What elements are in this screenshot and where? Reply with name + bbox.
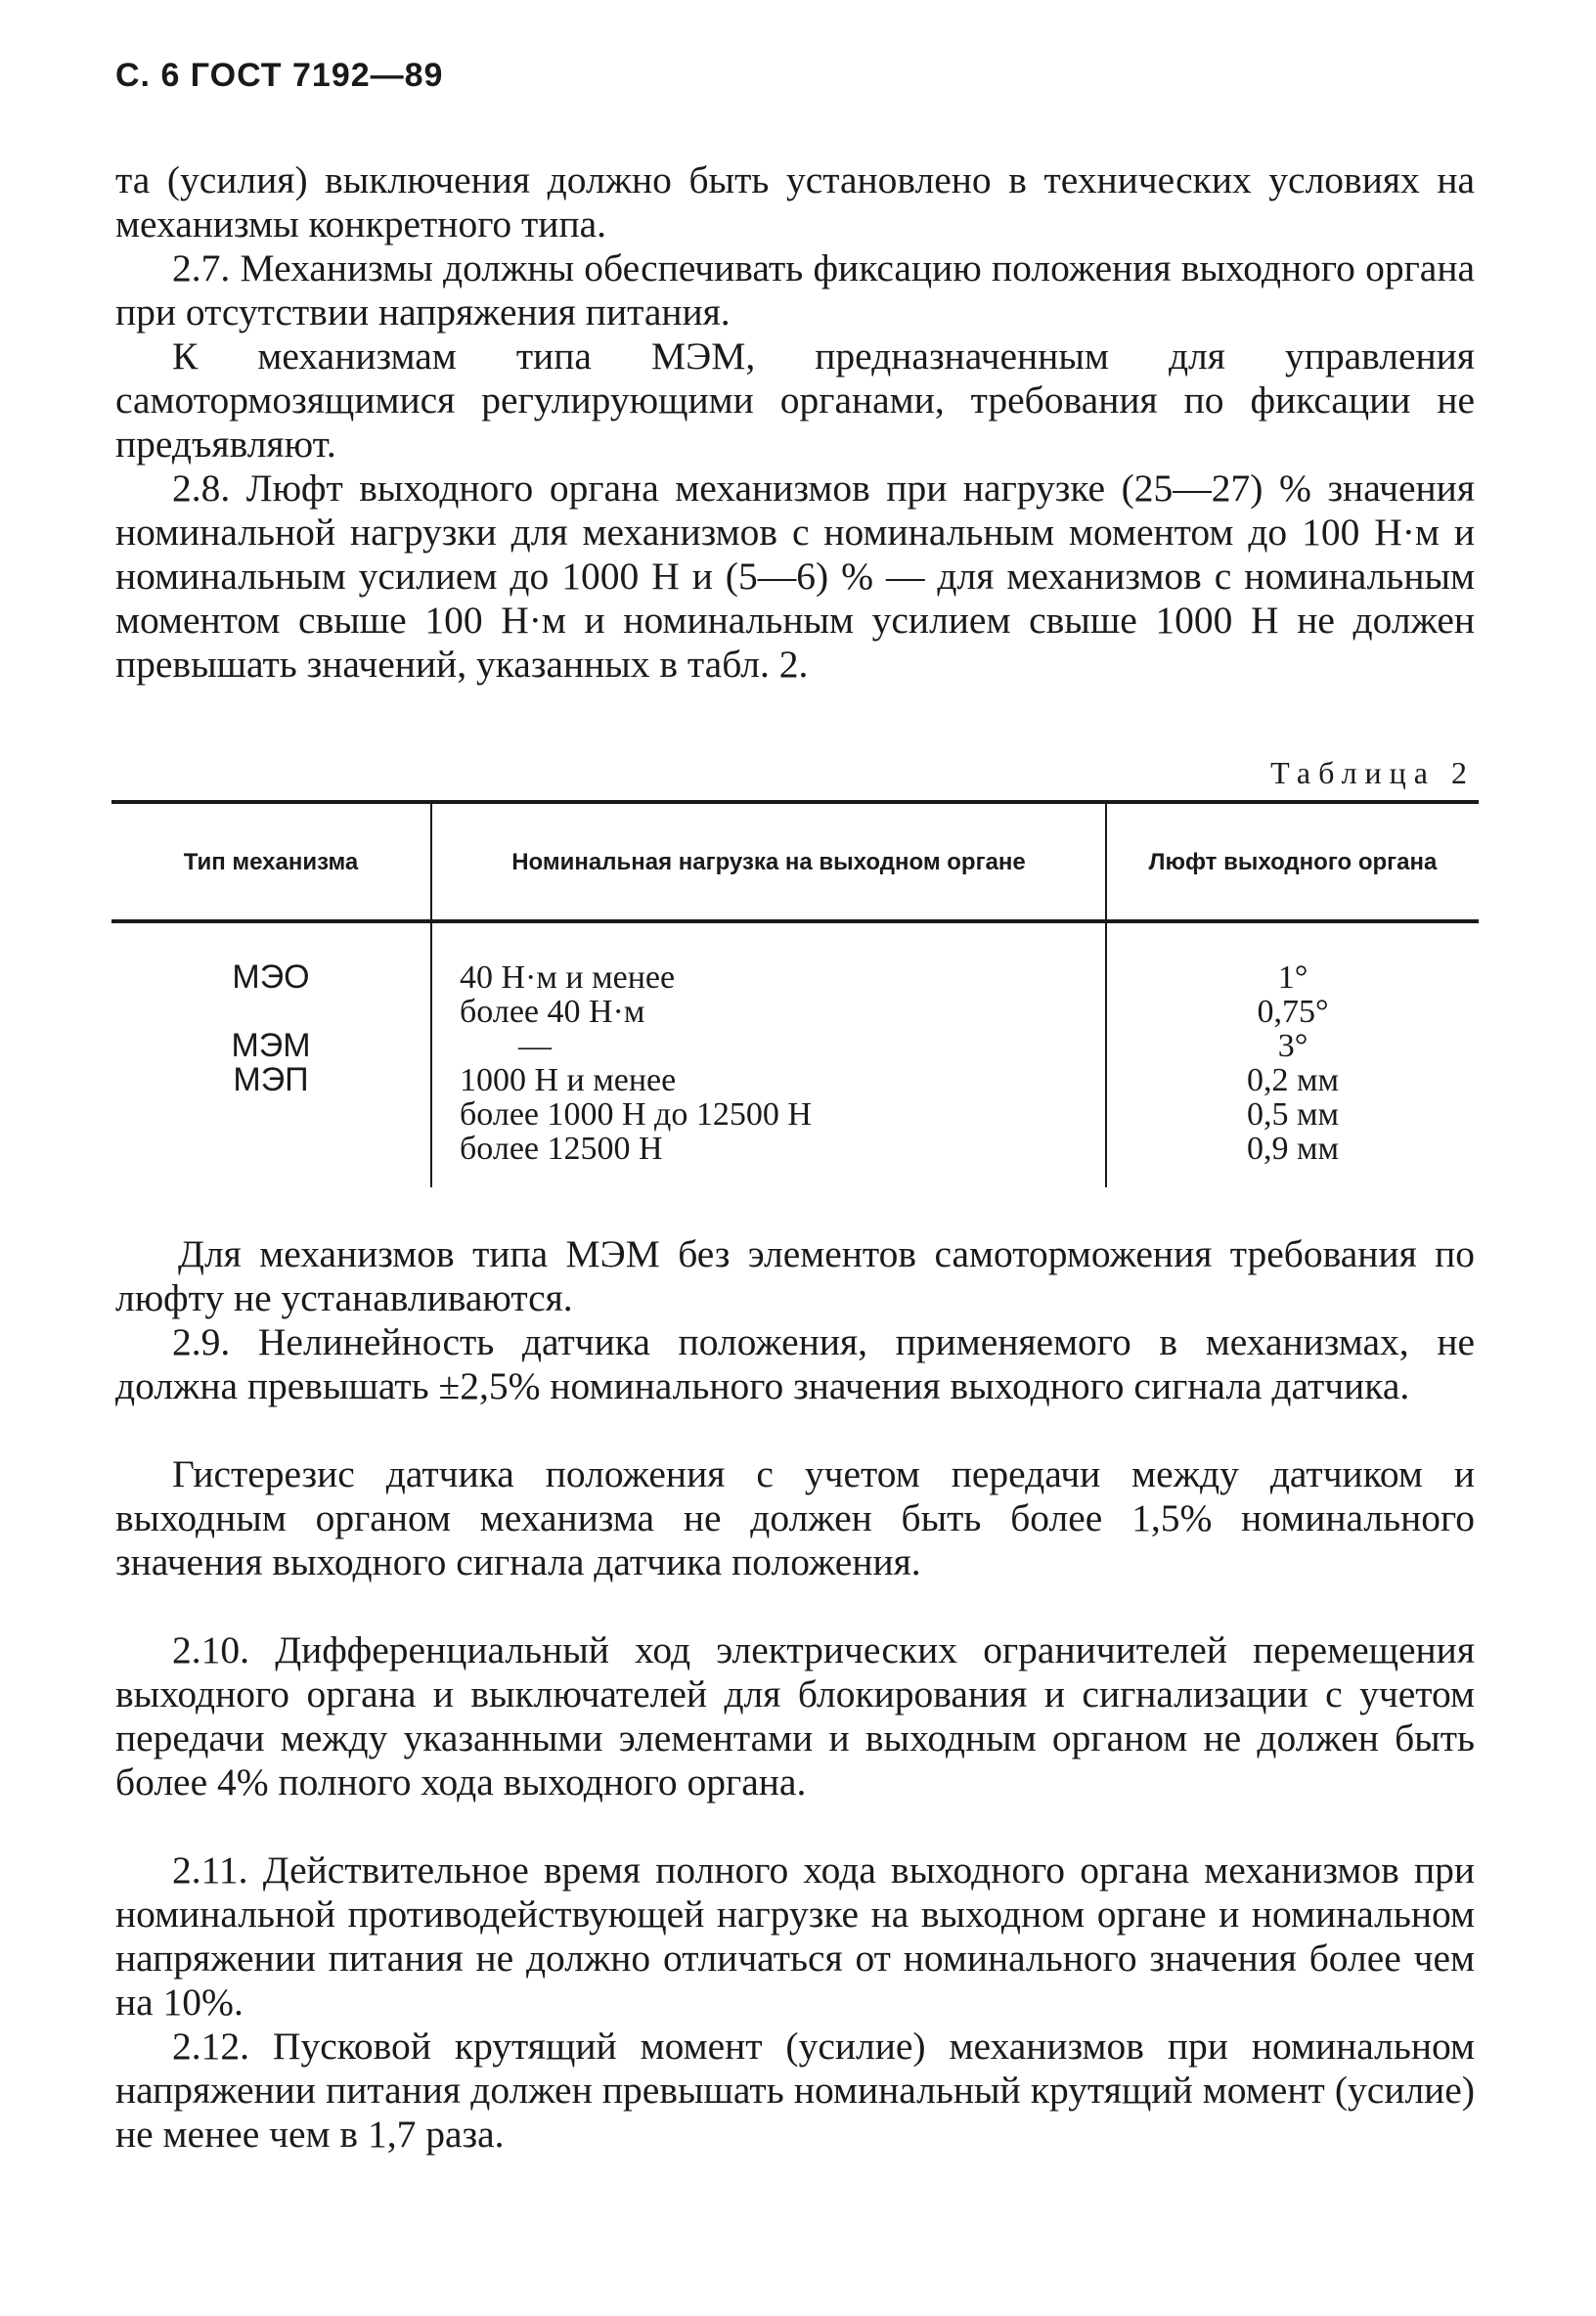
- paragraph-2-11: 2.11. Действительное время полного хода выходного органа механизмов при номинальной противодействующей нагрузке на выходном органе и номинальном напряжении питания не должно отличаться от номинального значения более чем на 10%.: [115, 1848, 1475, 2024]
- header-mechanism-type: Тип механизма: [183, 848, 359, 875]
- table-cell: 0,2 мм: [1246, 1062, 1340, 1098]
- column-backlash: [1105, 923, 1479, 1187]
- table-cell: 1°: [1277, 959, 1308, 996]
- table-cell: 1000 Н и менее: [460, 1062, 677, 1098]
- table-cell: [111, 1132, 430, 1166]
- table-header-row: [111, 804, 1479, 919]
- paragraph-2-9: 2.9. Нелинейность датчика положения, применяемого в механизмах, не должна превышать ±2,5% номинального значения выходного сигнала датчика.: [115, 1320, 1475, 1407]
- column-mechanism-type: [111, 923, 430, 1187]
- table-cell: 0,75°: [1257, 994, 1329, 1030]
- page-header: С. 6 ГОСТ 7192—89: [115, 57, 444, 94]
- paragraph-continuation: та (усилия) выключения должно быть установлено в технических условиях на механизмы конкретного типа.: [115, 158, 1475, 245]
- table-cell: более 1000 Н до 12500 Н: [460, 1096, 812, 1133]
- table-caption: Таблица 2: [1270, 755, 1475, 790]
- table-2: [111, 800, 1479, 1187]
- header-nominal-load: Номинальная нагрузка на выходном органе: [430, 804, 1105, 919]
- paragraph-2-7: 2.7. Механизмы должны обеспечивать фиксацию положения выходного органа при отсутствии напряжения питания.: [115, 246, 1475, 334]
- table-body: [111, 923, 1479, 1187]
- paragraph-mem-fixation: К механизмам типа МЭМ, предназначенным для управления самотормозящимися регулирующими органами, требования по фиксации не предъявляют.: [115, 334, 1475, 466]
- table-cell: более 40 Н·м: [460, 994, 645, 1030]
- table-cell: 0,5 мм: [1246, 1096, 1340, 1133]
- table-cell: —: [518, 1028, 552, 1064]
- table-cell: 40 Н·м и менее: [460, 959, 676, 996]
- paragraph-hysteresis: Гистерезис датчика положения с учетом передачи между датчиком и выходным органом механизма не должен быть более 1,5% номинального значения выходного сигнала датчика положения.: [115, 1452, 1475, 1583]
- paragraph-2-8: 2.8. Люфт выходного органа механизмов при нагрузке (25—27) % значения номинальной нагрузки для механизмов с номинальным моментом до 100 Н·м и номинальным усилием до 1000 Н и (5—6) % — для механизмов с номинальным моментом свыше 100 Н·м и номинальным усилием свыше 1000 Н не должен превышать значений, указанных в табл. 2.: [115, 467, 1475, 686]
- table-cell: 3°: [1277, 1028, 1308, 1064]
- paragraph-2-10: 2.10. Дифференциальный ход электрических ограничителей перемещения выходного органа и выключателей для блокирования и сигнализации с учетом передачи между указанными элементами и выходным органом не должен быть более 4% полного хода выходного органа.: [115, 1628, 1475, 1804]
- column-nominal-load: [430, 923, 1105, 1187]
- paragraph-mem-backlash: Для механизмов типа МЭМ без элементов самоторможения требования по люфту не устанавливаются.: [115, 1232, 1475, 1319]
- table-cell: МЭП: [233, 1061, 309, 1098]
- table-cell: МЭМ: [231, 1027, 311, 1064]
- paragraph-2-12: 2.12. Пусковой крутящий момент (усилие) механизмов при номинальном напряжении питания должен превышать номинальный крутящий момент (усилие) не менее чем в 1,7 раза.: [115, 2025, 1475, 2156]
- table-cell: МЭО: [232, 958, 310, 996]
- table-cell: более 12500 Н: [460, 1131, 663, 1167]
- table-cell: [111, 1097, 430, 1132]
- table-cell: 0,9 мм: [1246, 1131, 1340, 1167]
- table-cell: [111, 995, 430, 1029]
- header-backlash: Люфт выходного органа: [1105, 804, 1479, 919]
